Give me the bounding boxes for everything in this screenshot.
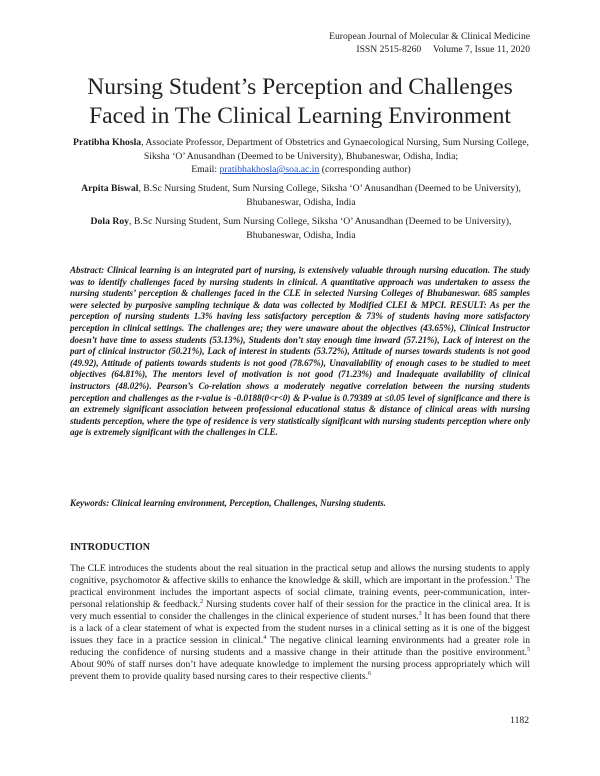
author-block-3: [70, 215, 532, 242]
author-block-2: [70, 182, 532, 209]
author-name: Arpita Biswal: [81, 183, 139, 194]
email-label: Email:: [191, 164, 220, 175]
abstract: Abstract: Clinical learning is an integrated part of nursing, is extensively valuable through nursing education. The study was to identify challenges faced by nursing students in clinical. A quantitative approach was undertaken to assess the nursing students’ perception & challenges faced in the CLE in selected Nursing Colleges of Bhubaneswar. 685 samples were selected by purposive sampling technique & data was collected by Modified CLEI & MPCI. RESULT: As per the perception of nursing students 1.3% having less satisfactory perception & 73% of students having more satisfactory perception in clinical settings. The challenges are; they were unaware about the objectives (43.65%), Clinical Instructor doesn’t have time to assess students (53.13%), Students don’t stay enough time inward (57.21%), Lack of interest on the part of clinical instructor (50.21%), Lack of interest in students (53.72%), Attitude of nurses towards students is not good (49.92), Attitude of patients towards students is not good (78.67%), Unavailability of enough cases to be studied to meet objectives (64.81%), The mentors level of motivation is not good (71.23%) and Inadequate availability of clinical instructors (48.02%). Pearson’s Co-relation shows a moderately negative correlation between the nursing students perception and challenges as the r-value is -0.0188(0<r<0) & P-value is 0.79389 at ≤0.05 level of significance and there is an extremely significant association between professional educational status & distance of clinical areas with nursing students perception, where the type of residence is very statistically significant with nursing students perception where only age is extremely significant with the challenges in CLE.: [70, 265, 530, 438]
author-affiliation: , B.Sc Nursing Student, Sum Nursing College, Siksha ‘O’ Anusandhan (Deemed to be University), Bhubaneswar, Odisha, India: [138, 183, 521, 208]
citation-ref: 1: [509, 574, 513, 581]
intro-sentence: The practical environment includes the important aspects of social climate, training events, peer-communication, inter-personal relationship & feedback.: [70, 574, 530, 610]
introduction-paragraph: [70, 563, 530, 683]
intro-sentence: It has been found that there is a lack of a clear statement of what is expected from the student nurses in a clinical setting as it is one of the biggest issues they face in a practice session in clinical.: [70, 610, 530, 646]
paper-title: [60, 73, 540, 131]
intro-sentence: The CLE introduces the students about the real situation in the practical setup and allows the nursing students to apply cognitive, psychomotor & affective skills to enhance the knowledge & skill, which are important in the profession.: [70, 563, 530, 586]
keywords: Keywords: Clinical learning environment, Perception, Challenges, Nursing students.: [70, 498, 386, 508]
author-block-1: [70, 136, 532, 177]
page-number: 1182: [510, 715, 529, 726]
author-affiliation: , Associate Professor, Department of Obstetrics and Gynaecological Nursing, Sum Nursing College, Siksha ‘O’ Anusandhan (Deemed to be University), Bhubaneswar, Odisha, India;: [141, 137, 529, 162]
citation-ref: 6: [367, 670, 371, 677]
author-email-link[interactable]: pratibhakhosla@soa.ac.in: [219, 164, 320, 175]
title-line-2: Faced in The Clinical Learning Environment: [89, 103, 511, 129]
author-affiliation: , B.Sc Nursing Student, Sum Nursing College, Siksha ‘O’ Anusandhan (Deemed to be University), Bhubaneswar, Odisha, India: [129, 216, 512, 241]
journal-header: [329, 30, 530, 56]
section-heading-introduction: INTRODUCTION: [70, 542, 151, 553]
title-line-1: Nursing Student’s Perception and Challenges: [87, 74, 513, 100]
citation-ref: 4: [263, 634, 267, 641]
citation-ref: 5: [527, 646, 530, 653]
citation-ref: 3: [418, 610, 422, 617]
corresponding-author-note: (corresponding author): [319, 164, 411, 175]
author-name: Pratibha Khosla: [73, 137, 142, 148]
citation-ref: 2: [200, 598, 204, 605]
author-name: Dola Roy: [90, 216, 130, 227]
issn-volume-issue: ISSN 2515-8260 Volume 7, Issue 11, 2020: [356, 44, 530, 55]
intro-sentence: About 90% of staff nurses don’t have adequate knowledge to implement the nursing process appropriately which will prevent them to provide quality based nursing cares to their respective clients.: [70, 658, 530, 682]
intro-sentence: The negative clinical learning environments had a greater role in reducing the confidence of nursing students and a massive change in their attitude than the positive environment.: [70, 634, 530, 658]
intro-sentence: Nursing students cover half of their session for the practice in the clinical area. It is very much essential to consider the challenges in the clinical experience of student nurses.: [70, 598, 531, 622]
journal-name: European Journal of Molecular & Clinical Medicine: [329, 31, 530, 42]
